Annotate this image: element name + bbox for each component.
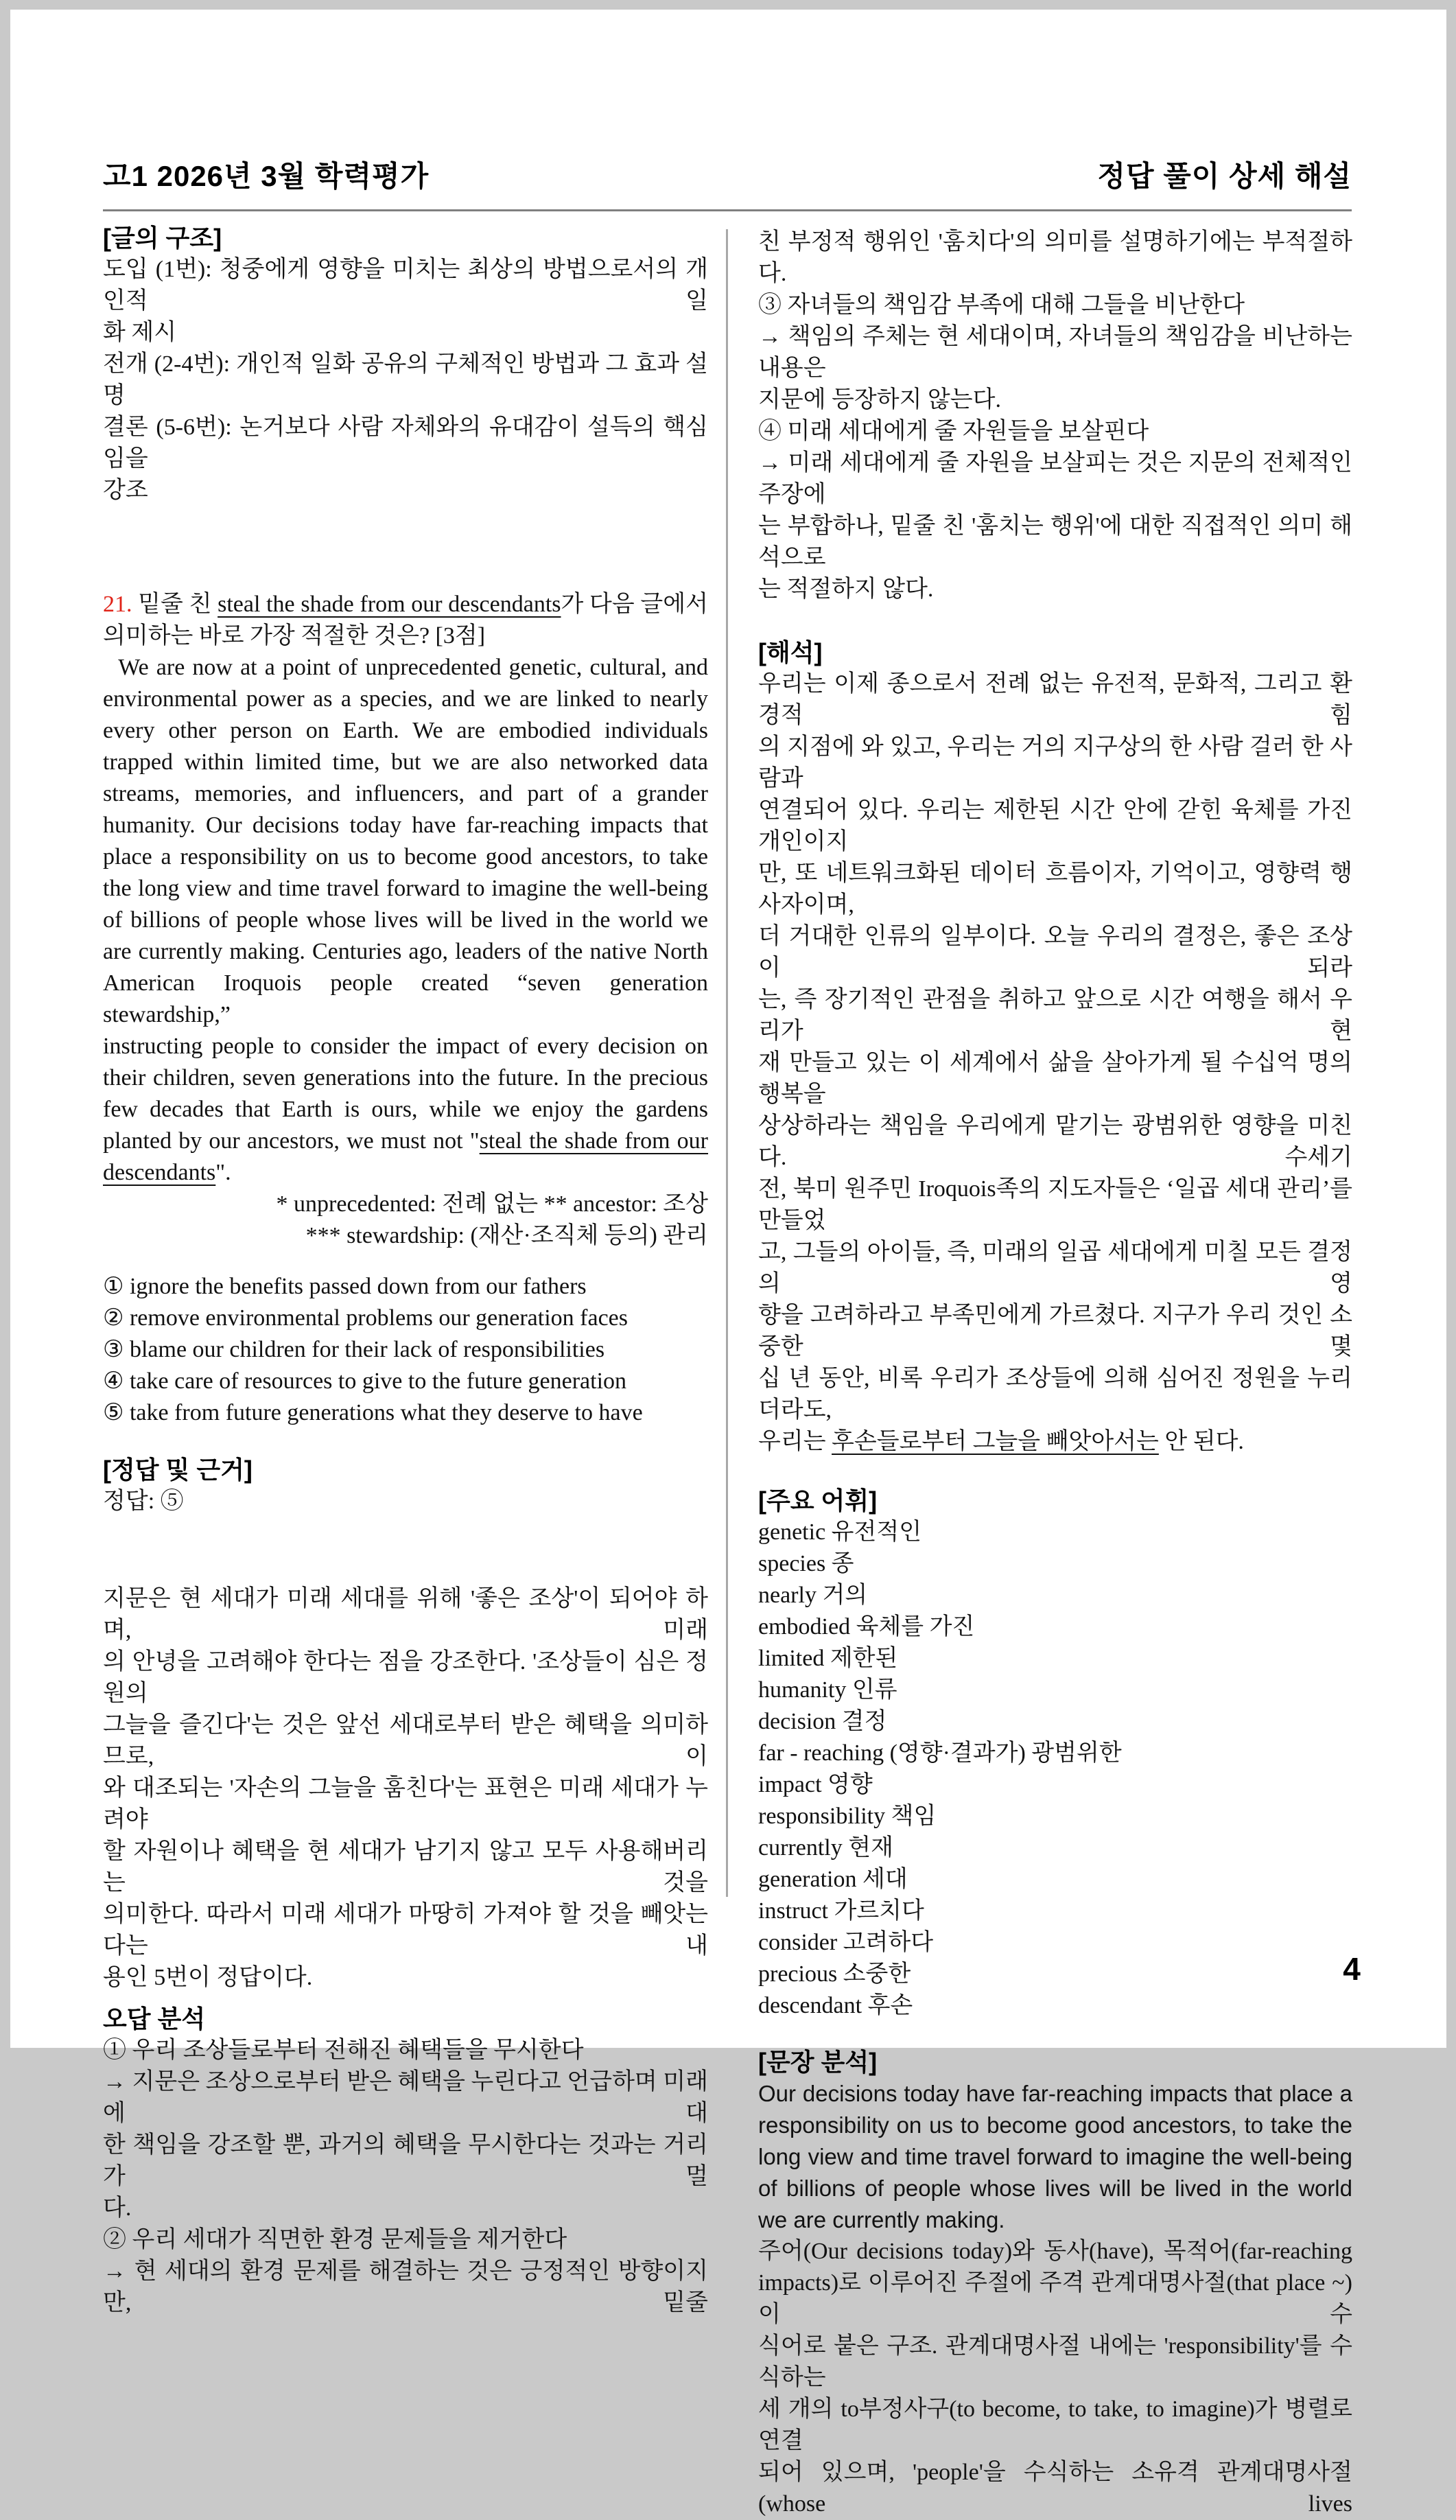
text-line: 고, 그들의 아이들, 즉, 미래의 일곱 세대에게 미칠 모든 결정의 영 — [758, 1239, 1352, 1296]
text-line: 의미한다. 따라서 미래 세대가 마땅히 가져야 할 것을 빼앗는다는 내 — [103, 1902, 708, 1959]
text-line: ④ take care of resources to give to the future generation — [103, 1368, 627, 1394]
text-line: 더 거대한 인류의 일부이다. 오늘 우리의 결정은, 좋은 조상이 되라 — [758, 924, 1352, 981]
text-line: environmental power as a species, and we are linked to nearly — [103, 686, 708, 712]
text-line: 의 지점에 와 있고, 우리는 거의 지구상의 한 사람 걸러 한 사람과 — [758, 734, 1352, 791]
text-line: genetic 유전적인 — [758, 1519, 922, 1545]
text-line: 의 안녕을 고려해야 한다는 점을 강조한다. '조상들이 심은 정원의 — [103, 1649, 708, 1706]
text-line: We are now at a point of unprecedented genetic, cultural, and — [103, 655, 708, 680]
answer-heading: [정답 및 근거] — [103, 1456, 253, 1484]
text-line: → 책임의 주체는 현 세대이며, 자녀들의 책임감을 비난하는 내용은 — [758, 324, 1352, 381]
underlined-phrase: descendants — [103, 1160, 216, 1185]
text-line: precious 소중한 — [758, 1961, 911, 1987]
text-line: 친 부정적 행위인 '훔치다'의 의미를 설명하기에는 부적절하다. — [758, 229, 1352, 286]
text-line: → 미래 세대에게 줄 자원을 보살피는 것은 지문의 전체적인 주장에 — [758, 450, 1352, 507]
left-column — [103, 222, 708, 2319]
text-line: 와 대조되는 '자손의 그늘을 훔친다'는 표현은 미래 세대가 누려야 — [103, 1775, 708, 1832]
right-column — [758, 226, 1352, 2520]
text-line: species 종 — [758, 1551, 854, 1576]
text-line: nearly 거의 — [758, 1583, 868, 1608]
text-line: embodied 육체를 가진 — [758, 1614, 975, 1640]
text-line: instruct 가르치다 — [758, 1898, 924, 1924]
text-line: are currently making. Centuries ago, leaders of the native North — [103, 939, 708, 964]
text-line: ② 우리 세대가 직면한 환경 문제들을 제거한다 — [103, 2227, 567, 2252]
text-line: → 현 세대의 환경 문제를 해결하는 것은 긍정적인 방향이지만, 밑줄 — [103, 2259, 708, 2315]
vocab-notes — [103, 1189, 708, 1252]
sentence-analysis-korean — [758, 2236, 1352, 2520]
text-line: 도입 (1번): 청중에게 영향을 미치는 최상의 방법으로서의 개인적 일 — [103, 257, 708, 314]
interpretation-heading: [해석] — [758, 638, 823, 666]
underlined-phrase: steal the shade from our — [479, 1128, 709, 1154]
text-line: 우리는 이제 종으로서 전례 없는 유전적, 문화적, 그리고 환경적 힘 — [758, 671, 1352, 728]
text-line: their children, seven generations into the future. In the precious — [103, 1065, 708, 1090]
text-line: 세 개의 to부정사구(to become, to take, to imagine)가 병렬로 연결 — [758, 2396, 1352, 2453]
text-line: impacts)로 이루어진 주절에 주격 관계대명사절(that place ~)이 수 — [758, 2270, 1352, 2327]
text-line: we are currently making. — [758, 2207, 1005, 2232]
text-line: 전개 (2-4번): 개인적 일화 공유의 구체적인 방법과 그 효과 설명 — [103, 351, 708, 408]
text-line: streams, memories, and influencers, and part of a grander — [103, 781, 708, 806]
text-line: ① ignore the benefits passed down from our fathers — [103, 1274, 587, 1299]
text-line: *** stewardship: (재산·조직체 등의) 관리 — [305, 1223, 708, 1248]
text-line: 재 만들고 있는 이 세계에서 삶을 살아가게 될 수십억 명의 행복을 — [758, 1050, 1352, 1107]
text-line: 한 책임을 강조할 뿐, 과거의 혜택을 무시한다는 것과는 거리가 멀 — [103, 2132, 708, 2189]
text-line: 지문은 현 세대가 미래 세대를 위해 '좋은 조상'이 되어야 하며, 미래 — [103, 1586, 708, 1643]
wrong-analysis-heading: 오답 분석 — [103, 2005, 206, 2033]
text-line: the long view and time travel forward to imagine the well-being — [103, 876, 708, 901]
text-line: ② remove environmental problems our generation faces — [103, 1305, 628, 1331]
answer-choices — [103, 1271, 708, 1429]
text-line: humanity 인류 — [758, 1677, 897, 1703]
text-line: descendant 후손 — [758, 1993, 913, 2018]
text-line: Our decisions today have far-reaching impacts that place a — [758, 2081, 1352, 2106]
text-line: impact 영향 — [758, 1772, 873, 1797]
text-line: 는, 즉 장기적인 관점을 취하고 앞으로 시간 여행을 해서 우리가 현 — [758, 987, 1352, 1044]
text-line: trapped within limited time, but we are also networked data — [103, 749, 708, 775]
text-line: 용인 5번이 정답이다. — [103, 1965, 313, 1990]
text-line: consider 고려하다 — [758, 1930, 934, 1955]
sentence-analysis-heading: [문장 분석] — [758, 2048, 878, 2076]
text-segment: 안 된다. — [1158, 1429, 1244, 1454]
text-line: of billions of people whose lives will be lived in the world we — [103, 907, 708, 933]
text-line: 할 자원이나 혜택을 현 세대가 남기지 않고 모두 사용해버리는 것을 — [103, 1839, 708, 1895]
underlined-phrase: steal the shade from our descendants — [218, 592, 561, 617]
header-right-title: 정답 풀이 상세 해설 — [1097, 160, 1352, 192]
text-line: currently 현재 — [758, 1835, 893, 1860]
text-line: 향을 고려하라고 부족민에게 가르쳤다. 지구가 우리 것인 소중한 몇 — [758, 1303, 1352, 1360]
text-line: * unprecedented: 전례 없는 ** ancestor: 조상 — [276, 1191, 708, 1217]
text-line: 전, 북미 원주민 Iroquois족의 지도자들은 ‘일곱 세대 관리’를 만들었 — [758, 1176, 1352, 1233]
question-number: 21. — [103, 592, 132, 617]
interpretation-lines — [758, 668, 1352, 1458]
text-segment: planted by our ancestors, we must not " — [103, 1128, 480, 1154]
answer-line — [103, 1486, 708, 1517]
header-rule — [103, 209, 1352, 211]
text-line: 식어로 붙은 구조. 관계대명사절 내에는 'responsibility'를 수식하는 — [758, 2333, 1352, 2390]
page-number: 4 — [1343, 1951, 1361, 1987]
wrong-analysis-continued — [758, 226, 1352, 605]
text-line: few decades that Earth is ours, while we enjoy the gardens — [103, 1097, 708, 1122]
text-line: ③ blame our children for their lack of responsibilities — [103, 1337, 605, 1362]
reasoning-block — [103, 1583, 708, 1994]
text-line: decision 결정 — [758, 1709, 887, 1734]
sentence-analysis-english — [758, 2078, 1352, 2236]
text-line: ③ 자녀들의 책임감 부족에 대해 그들을 비난한다 — [758, 292, 1245, 318]
text-line: American Iroquois people created “seven generation stewardship,” — [103, 970, 708, 1027]
text-line: 의미하는 바로 가장 적절한 것은? [3점] — [103, 623, 486, 649]
text-line — [103, 1157, 708, 1189]
column-divider — [726, 229, 728, 1897]
text-line: instructing people to consider the impact of every decision on — [103, 1034, 708, 1059]
text-line: 는 부합하나, 밑줄 친 '훔치는 행위'에 대한 직접적인 의미 해석으로 — [758, 513, 1352, 570]
text-line: every other person on Earth. We are embodied individuals — [103, 718, 708, 743]
text-line: 만, 또 네트워크화된 데이터 흐름이자, 기억이고, 영향력 행사자이며, — [758, 861, 1352, 918]
text-segment: ". — [215, 1160, 231, 1185]
text-line: generation 세대 — [758, 1867, 908, 1892]
question-block — [103, 589, 708, 652]
text-line: humanity. Our decisions today have far-reaching impacts that — [103, 813, 708, 838]
passage-block — [103, 652, 708, 1189]
text-segment: 우리는 — [758, 1429, 832, 1454]
text-line: responsibility 책임 — [758, 1804, 937, 1829]
wrong-analysis-lines — [103, 2035, 708, 2319]
text-line: 십 년 동안, 비록 우리가 조상들에 의해 심어진 정원을 누리더라도, — [758, 1366, 1352, 1423]
text-line: 지문에 등장하지 않는다. — [758, 387, 1001, 412]
text-line: 강조 — [103, 478, 148, 503]
text-line: far - reaching (영향·결과가) 광범위한 — [758, 1740, 1122, 1766]
vocabulary-heading: [주요 어휘] — [758, 1486, 878, 1515]
text-line — [103, 589, 708, 620]
text-line: 결론 (5-6번): 논거보다 사람 자체와의 유대감이 설득의 핵심임을 — [103, 415, 708, 471]
text-line: responsibility on us to become good ancestors, to take the — [758, 2112, 1352, 2138]
text-line: 그늘을 즐긴다'는 것은 앞선 세대로부터 받은 혜택을 의미하므로, 이 — [103, 1712, 708, 1769]
structure-heading: [글의 구조] — [103, 224, 222, 252]
text-line: ④ 미래 세대에게 줄 자원들을 보살핀다 — [758, 419, 1149, 444]
text-line: 상상하라는 책임을 우리에게 맡기는 광범위한 영향을 미친다. 수세기 — [758, 1113, 1352, 1170]
structure-lines — [103, 254, 708, 506]
text-line: → 지문은 조상으로부터 받은 혜택을 누린다고 언급하며 미래에 대 — [103, 2069, 708, 2126]
text-line: of billions of people whose lives will be lived in the world — [758, 2175, 1352, 2201]
text-line: 주어(Our decisions today)와 동사(have), 목적어(far-reaching — [758, 2239, 1352, 2264]
text-line — [758, 1426, 1352, 1458]
text-line: 정답: ⑤ — [103, 1489, 184, 1514]
text-segment: 밑줄 친 — [132, 592, 218, 617]
text-line: ① 우리 조상들로부터 전해진 혜택들을 무시한다 — [103, 2038, 584, 2063]
text-line: ⑤ take from future generations what they deserve to have — [103, 1400, 643, 1425]
text-segment: 가 다음 글에서 — [561, 592, 708, 617]
text-line: place a responsibility on us to become good ancestors, to take — [103, 844, 708, 870]
text-line: long view and time travel forward to imagine the well-being — [758, 2144, 1352, 2169]
header-left-title: 고1 2026년 3월 학력평가 — [103, 160, 430, 192]
underlined-phrase: 후손들로부터 그늘을 빼앗아서는 — [832, 1429, 1159, 1454]
text-line: 되어 있으며, 'people'을 수식하는 소유격 관계대명사절(whose lives — [758, 2460, 1352, 2517]
text-line: 다. — [103, 2195, 132, 2221]
document-page — [10, 10, 1446, 2517]
text-line: 는 적절하지 않다. — [758, 576, 934, 602]
vocabulary-lines — [758, 1517, 1352, 2022]
text-line: limited 제한된 — [758, 1646, 898, 1671]
text-line: 연결되어 있다. 우리는 제한된 시간 안에 갇힌 육체를 가진 개인이지 — [758, 797, 1352, 854]
text-line — [103, 1125, 708, 1157]
text-line: 화 제시 — [103, 320, 177, 345]
